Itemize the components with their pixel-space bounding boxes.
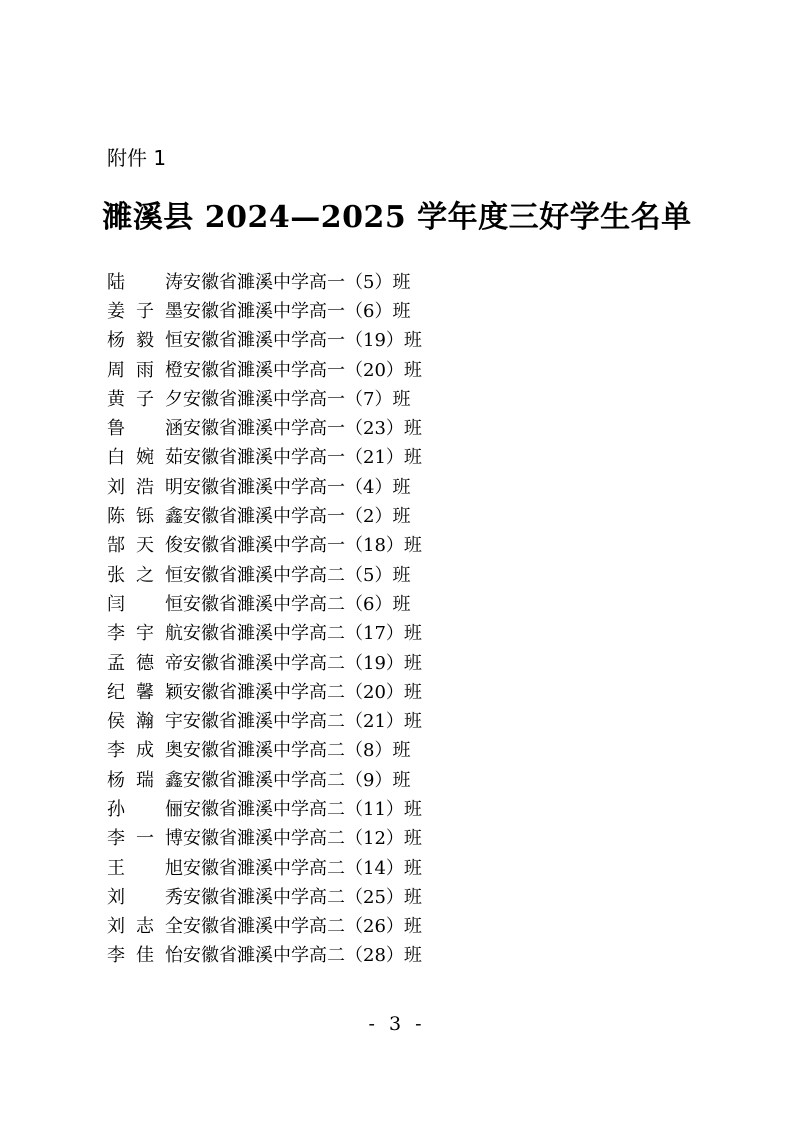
school-class: 安徽省濉溪中学高一（18）班 — [183, 535, 422, 557]
list-item — [107, 471, 422, 500]
student-name: 郜 天 俊 — [107, 535, 183, 557]
attachment-label: 附件 1 — [107, 146, 167, 170]
list-item — [107, 940, 422, 969]
student-name: 纪 馨 颖 — [107, 681, 183, 703]
student-name: 鲁 涵 — [107, 418, 183, 440]
school-class: 安徽省濉溪中学高二（11）班 — [183, 798, 422, 820]
student-name: 刘 志 全 — [107, 916, 183, 938]
list-item — [107, 618, 422, 647]
list-item — [107, 559, 422, 588]
school-class: 安徽省濉溪中学高二（26）班 — [183, 916, 422, 938]
list-item — [107, 705, 422, 734]
school-class: 安徽省濉溪中学高一（19）班 — [183, 330, 422, 352]
school-class: 安徽省濉溪中学高一（20）班 — [183, 359, 422, 381]
student-name: 孙 俪 — [107, 798, 183, 820]
student-name: 白 婉 茹 — [107, 447, 183, 469]
student-list — [107, 266, 422, 969]
student-name: 孟 德 帝 — [107, 652, 183, 674]
list-item — [107, 823, 422, 852]
student-name: 黄 子 夕 — [107, 388, 183, 410]
school-class: 安徽省濉溪中学高二（9）班 — [183, 769, 411, 791]
student-name: 王 旭 — [107, 857, 183, 879]
document-title: 濉溪县 2024—2025 学年度三好学生名单 — [102, 200, 692, 235]
list-item — [107, 647, 422, 676]
school-class: 安徽省濉溪中学高一（23）班 — [183, 418, 422, 440]
school-class: 安徽省濉溪中学高一（5）班 — [183, 271, 411, 293]
school-class: 安徽省濉溪中学高二（28）班 — [183, 945, 422, 967]
school-class: 安徽省濉溪中学高一（4）班 — [183, 476, 411, 498]
school-class: 安徽省濉溪中学高二（6）班 — [183, 593, 411, 615]
student-name: 李 一 博 — [107, 828, 183, 850]
list-item — [107, 325, 422, 354]
list-item — [107, 500, 422, 529]
list-item — [107, 881, 422, 910]
student-name: 李 成 奥 — [107, 740, 183, 762]
school-class: 安徽省濉溪中学高二（19）班 — [183, 652, 422, 674]
student-name: 闫 恒 — [107, 593, 183, 615]
list-item — [107, 412, 422, 441]
list-item — [107, 530, 422, 559]
student-name: 张 之 恒 — [107, 564, 183, 586]
student-name: 李 宇 航 — [107, 623, 183, 645]
student-name: 侯 瀚 宇 — [107, 711, 183, 733]
student-name: 陈 铄 鑫 — [107, 506, 183, 528]
list-item — [107, 793, 422, 822]
student-name: 姜 子 墨 — [107, 300, 183, 322]
list-item — [107, 735, 422, 764]
school-class: 安徽省濉溪中学高二（5）班 — [183, 564, 411, 586]
list-item — [107, 911, 422, 940]
school-class: 安徽省濉溪中学高一（21）班 — [183, 447, 422, 469]
student-name: 李 佳 怡 — [107, 945, 183, 967]
student-name: 刘 秀 — [107, 886, 183, 908]
school-class: 安徽省濉溪中学高一（7）班 — [183, 388, 411, 410]
list-item — [107, 383, 422, 412]
list-item — [107, 676, 422, 705]
school-class: 安徽省濉溪中学高一（2）班 — [183, 506, 411, 528]
student-name: 杨 瑞 鑫 — [107, 769, 183, 791]
student-name: 刘 浩 明 — [107, 476, 183, 498]
list-item — [107, 764, 422, 793]
school-class: 安徽省濉溪中学高二（17）班 — [183, 623, 422, 645]
school-class: 安徽省濉溪中学高二（8）班 — [183, 740, 411, 762]
list-item — [107, 354, 422, 383]
school-class: 安徽省濉溪中学高二（20）班 — [183, 681, 422, 703]
school-class: 安徽省濉溪中学高一（6）班 — [183, 300, 411, 322]
list-item — [107, 266, 422, 295]
student-name: 周 雨 橙 — [107, 359, 183, 381]
page-number: - 3 - — [368, 1013, 426, 1035]
list-item — [107, 295, 422, 324]
list-item — [107, 852, 422, 881]
school-class: 安徽省濉溪中学高二（25）班 — [183, 886, 422, 908]
list-item — [107, 588, 422, 617]
school-class: 安徽省濉溪中学高二（14）班 — [183, 857, 422, 879]
student-name: 陆 涛 — [107, 271, 183, 293]
school-class: 安徽省濉溪中学高二（12）班 — [183, 828, 422, 850]
student-name: 杨 毅 恒 — [107, 330, 183, 352]
list-item — [107, 442, 422, 471]
school-class: 安徽省濉溪中学高二（21）班 — [183, 711, 422, 733]
